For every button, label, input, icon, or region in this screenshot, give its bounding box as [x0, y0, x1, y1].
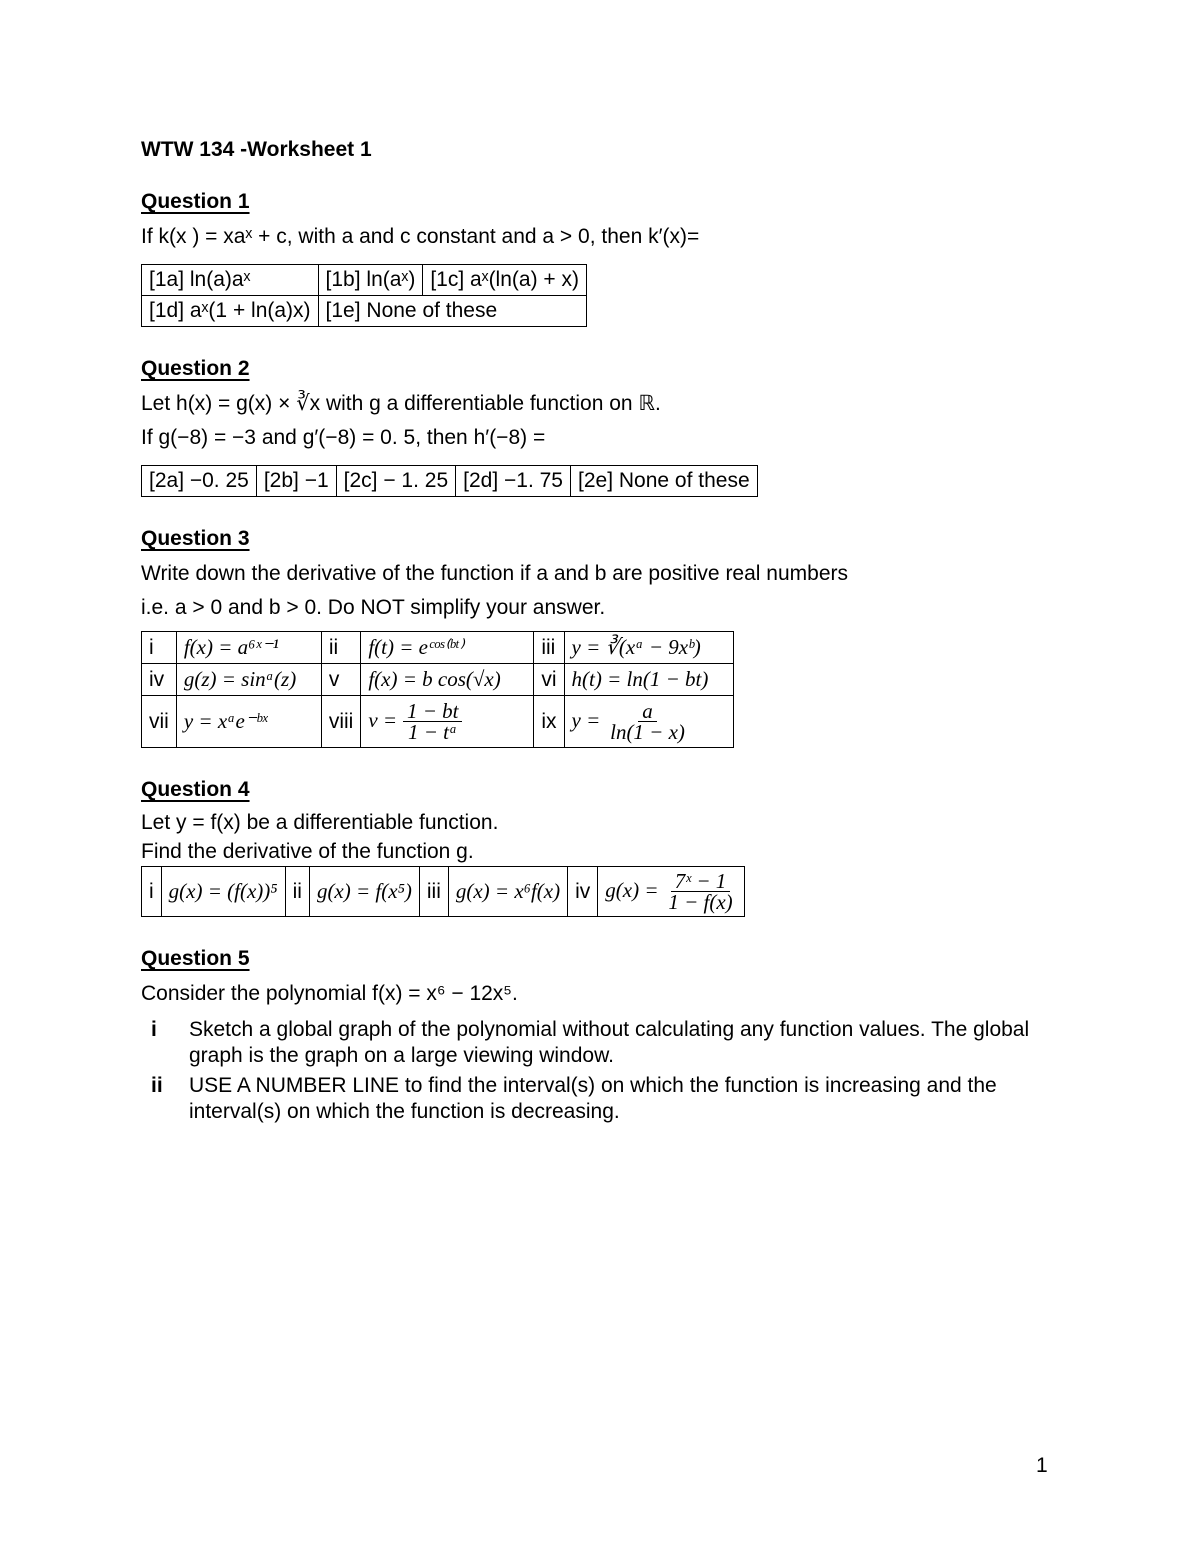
q4-expr-i: g(x) = (f(x))⁵ — [161, 867, 285, 917]
option-1b: [1b] ln(aˣ) — [318, 265, 423, 296]
question-3 — [141, 527, 1041, 748]
question-5-heading: Question 5 — [141, 947, 250, 970]
list-item-label: ii — [151, 1074, 163, 1097]
page-number: 1 — [1036, 1454, 1048, 1477]
q3-expr-iv: g(z) = sinᵃ(z) — [176, 664, 321, 696]
q3-label-i: i — [142, 632, 177, 664]
q3-expr-viii-lhs: v = — [368, 708, 398, 733]
q3-label-vi: vi — [534, 664, 564, 696]
question-4-stem-2: Find the derivative of the function g. — [141, 840, 474, 863]
list-item-label: i — [151, 1018, 157, 1041]
list-item-text: Sketch a global graph of the polynomial without calculating any function values. The global graph is the graph on a large viewing window. — [189, 1018, 1030, 1067]
fraction-denominator: ln(1 − x) — [610, 720, 685, 744]
fraction-numerator: 7ˣ − 1 — [671, 871, 731, 892]
question-2-heading: Question 2 — [141, 357, 250, 380]
question-2-stem-2: If g(−8) = −3 and g′(−8) = 0. 5, then h′(−8) = — [141, 426, 546, 449]
question-4-heading: Question 4 — [141, 778, 250, 801]
q4-label-ii: ii — [285, 867, 309, 917]
q3-label-v: v — [321, 664, 361, 696]
question-1-stem: If k(x ) = xaˣ + c, with a and c constant and a > 0, then k′(x)= — [141, 225, 700, 248]
q4-expr-iv-lhs: g(x) = — [605, 878, 659, 903]
option-2b: [2b] −1 — [256, 466, 336, 497]
q4-label-iv: iv — [568, 867, 598, 917]
q4-label-iii: iii — [419, 867, 448, 917]
q3-expr-ii: f(t) = eᶜᵒˢ⁽ᵇᵗ⁾ — [361, 632, 534, 664]
worksheet-title: WTW 134 -Worksheet 1 — [141, 138, 372, 161]
q3-label-ii: ii — [321, 632, 361, 664]
q4-expr-iv-fraction — [664, 871, 736, 912]
question-5-items — [141, 1017, 1041, 1125]
q3-expr-ix-lhs: y = — [571, 708, 601, 733]
question-1-heading: Question 1 — [141, 190, 250, 213]
q3-expr-ix — [564, 696, 733, 748]
list-item — [141, 1017, 1041, 1069]
option-2e: [2e] None of these — [571, 466, 758, 497]
q3-expr-v: f(x) = b cos(√x) — [361, 664, 534, 696]
question-5-stem: Consider the polynomial f(x) = x⁶ − 12x⁵. — [141, 982, 518, 1005]
question-1 — [141, 190, 1041, 327]
q3-label-vii: vii — [142, 696, 177, 748]
question-5 — [141, 947, 1041, 1125]
question-3-table — [141, 631, 734, 748]
option-2a: [2a] −0. 25 — [142, 466, 257, 497]
q3-label-iv: iv — [142, 664, 177, 696]
q4-expr-ii: g(x) = f(x⁵) — [309, 867, 419, 917]
question-3-stem-2: i.e. a > 0 and b > 0. Do NOT simplify your answer. — [141, 596, 606, 619]
question-2-stem-1: Let h(x) = g(x) × ∛x with g a differentiable function on ℝ. — [141, 392, 661, 415]
list-item-text: USE A NUMBER LINE to find the interval(s) on which the function is increasing and the interval(s) on which the function is decreasing. — [189, 1074, 997, 1123]
option-1e: [1e] None of these — [318, 296, 586, 327]
worksheet-page — [141, 138, 1041, 1155]
q3-expr-viii-fraction — [403, 701, 463, 742]
option-1d: [1d] aˣ(1 + ln(a)x) — [142, 296, 319, 327]
fraction-numerator: 1 − bt — [403, 701, 463, 722]
question-4-stem-1: Let y = f(x) be a differentiable function. — [141, 811, 499, 834]
q3-label-iii: iii — [534, 632, 564, 664]
fraction-denominator: 1 − tᵃ — [408, 720, 458, 744]
option-2d: [2d] −1. 75 — [456, 466, 571, 497]
q3-expr-vii: y = xᵃe⁻ᵇˣ — [176, 696, 321, 748]
question-2-options — [141, 465, 758, 497]
list-item — [141, 1073, 1041, 1125]
q4-label-i: i — [142, 867, 162, 917]
question-2 — [141, 357, 1041, 497]
question-1-options — [141, 264, 587, 327]
question-3-heading: Question 3 — [141, 527, 250, 550]
q4-expr-iv — [598, 867, 744, 917]
q4-expr-iii: g(x) = x⁶f(x) — [448, 867, 567, 917]
option-1c: [1c] aˣ(ln(a) + x) — [423, 265, 587, 296]
q3-label-viii: viii — [321, 696, 361, 748]
q3-expr-i: f(x) = a⁶ˣ⁻¹ — [176, 632, 321, 664]
q3-label-ix: ix — [534, 696, 564, 748]
question-4-table — [141, 866, 745, 917]
question-4 — [141, 778, 1041, 917]
q3-expr-vi: h(t) = ln(1 − bt) — [564, 664, 733, 696]
q3-expr-viii — [361, 696, 534, 748]
fraction-numerator: a — [638, 701, 657, 722]
q3-expr-iii: y = ∛(xᵃ − 9xᵇ) — [564, 632, 733, 664]
q3-expr-ix-fraction — [606, 701, 689, 742]
option-1a: [1a] ln(a)aˣ — [142, 265, 319, 296]
fraction-denominator: 1 − f(x) — [668, 890, 733, 914]
option-2c: [2c] − 1. 25 — [336, 466, 456, 497]
question-3-stem-1: Write down the derivative of the function if a and b are positive real numbers — [141, 562, 848, 585]
